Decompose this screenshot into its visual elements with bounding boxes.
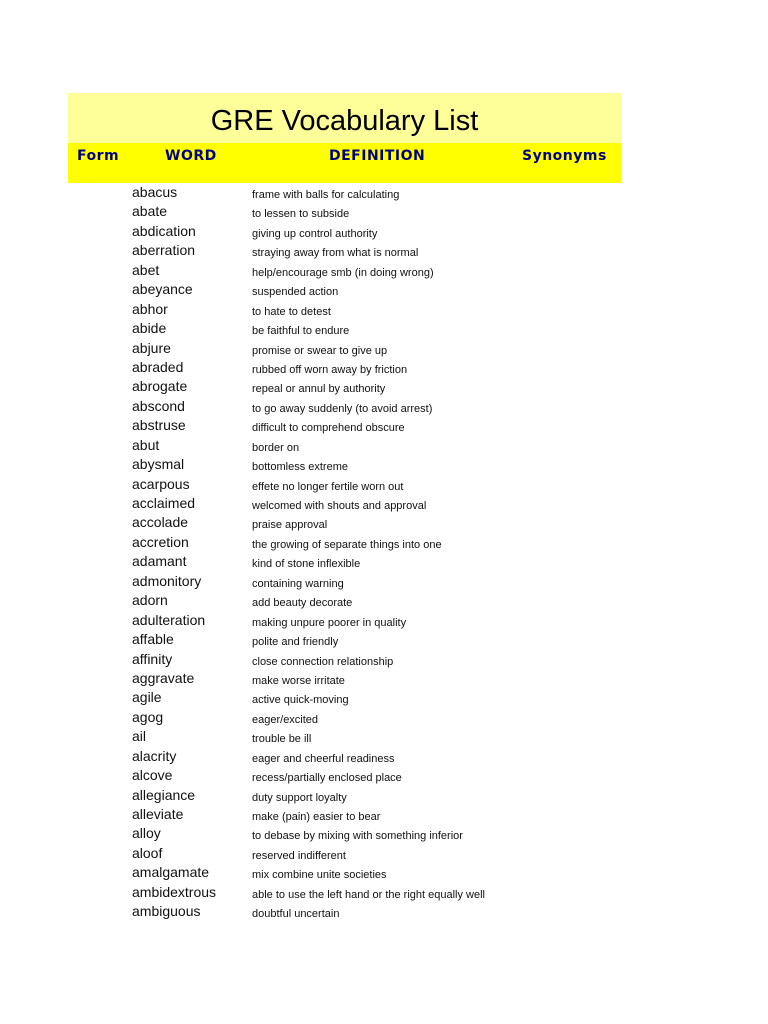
table-row <box>68 438 621 457</box>
word-cell: affable <box>132 631 174 648</box>
definition-cell: suspended action <box>252 286 339 299</box>
table-row <box>68 302 621 321</box>
word-cell: abeyance <box>132 281 193 298</box>
definition-cell: active quick-moving <box>252 694 349 707</box>
word-cell: abet <box>132 261 160 278</box>
word-cell: abhor <box>132 300 168 317</box>
word-cell: agog <box>132 708 164 725</box>
table-row <box>68 904 621 923</box>
column-header-row <box>68 143 621 183</box>
table-row <box>68 224 621 243</box>
table-row <box>68 885 621 904</box>
table-row <box>68 477 621 496</box>
word-cell: abjure <box>132 339 171 356</box>
definition-cell: add beauty decorate <box>252 597 353 610</box>
word-cell: abate <box>132 203 168 220</box>
table-row <box>68 496 621 515</box>
table-row <box>68 613 621 632</box>
word-cell: alleviate <box>132 806 184 822</box>
definition-cell: to lessen to subside <box>252 208 350 221</box>
definition-cell: to hate to detest <box>252 305 331 318</box>
definition-cell: the growing of separate things into one <box>252 538 442 551</box>
table-row <box>68 807 621 826</box>
definition-cell: effete no longer fertile worn out <box>252 480 404 493</box>
table-row <box>68 632 621 651</box>
word-cell: abraded <box>132 358 184 375</box>
definition-cell: help/encourage smb (in doing wrong) <box>252 266 434 279</box>
definition-cell: praise approval <box>252 519 328 532</box>
table-row <box>68 399 621 418</box>
table-row <box>68 418 621 437</box>
definition-cell: kind of stone inflexible <box>252 558 361 571</box>
word-cell: adorn <box>132 592 168 609</box>
word-cell: acarpous <box>132 475 190 492</box>
word-cell: abscond <box>132 397 185 414</box>
definition-cell: trouble be ill <box>252 733 312 746</box>
table-row <box>68 710 621 729</box>
definition-cell: recess/partially enclosed place <box>252 772 402 785</box>
word-cell: abut <box>132 436 160 453</box>
definition-cell: to debase by mixing with something inferior <box>252 830 463 843</box>
table-row <box>68 574 621 593</box>
table-row <box>68 554 621 573</box>
word-cell: allegiance <box>132 786 196 803</box>
word-cell: abdication <box>132 222 196 239</box>
word-cell: abide <box>132 320 167 337</box>
table-row <box>68 282 621 301</box>
table-row <box>68 379 621 398</box>
definition-cell: duty support loyalty <box>252 791 347 804</box>
word-cell: ambidextrous <box>132 883 217 900</box>
definition-cell: border on <box>252 441 300 454</box>
table-row <box>68 321 621 340</box>
word-cell: abacus <box>132 184 178 200</box>
word-cell: aggravate <box>132 669 195 686</box>
table-row <box>68 749 621 768</box>
column-header-definition: DEFINITION <box>329 148 426 164</box>
definition-cell: straying away from what is normal <box>252 247 419 260</box>
table-row <box>68 826 621 845</box>
table-row <box>68 671 621 690</box>
word-cell: abstruse <box>132 417 186 434</box>
definition-cell: make (pain) easier to bear <box>252 811 381 823</box>
definition-cell: frame with balls for calculating <box>252 189 400 201</box>
definition-cell: to go away suddenly (to avoid arrest) <box>252 402 433 415</box>
table-row <box>68 593 621 612</box>
table-row <box>68 768 621 787</box>
definition-cell: make worse irritate <box>252 674 345 687</box>
definition-cell: able to use the left hand or the right equally well <box>252 888 485 901</box>
definition-cell: reserved indifferent <box>252 849 346 862</box>
table-row <box>68 341 621 360</box>
word-cell: ambiguous <box>132 903 201 920</box>
definition-cell: containing warning <box>252 577 344 590</box>
definition-cell: giving up control authority <box>252 227 378 240</box>
word-cell: agile <box>132 689 162 706</box>
table-row <box>68 360 621 379</box>
definition-cell: difficult to comprehend obscure <box>252 422 405 435</box>
word-cell: alloy <box>132 825 161 842</box>
word-cell: accretion <box>132 533 189 550</box>
definition-cell: be faithful to endure <box>252 325 350 338</box>
definition-cell: eager/excited <box>252 713 319 726</box>
definition-cell: repeal or annul by authority <box>252 383 386 396</box>
table-row <box>68 457 621 476</box>
word-cell: amalgamate <box>132 864 210 881</box>
table-row <box>68 243 621 262</box>
word-cell: alacrity <box>132 747 177 764</box>
page-title: GRE Vocabulary List <box>210 105 479 137</box>
word-cell: adamant <box>132 553 187 570</box>
table-row <box>68 788 621 807</box>
definition-cell: doubtful uncertain <box>252 908 340 921</box>
table-row <box>68 729 621 748</box>
table-row <box>68 690 621 709</box>
definition-cell: welcomed with shouts and approval <box>252 500 427 512</box>
word-cell: alcove <box>132 767 173 784</box>
word-cell: abrogate <box>132 378 188 395</box>
table-row <box>68 846 621 865</box>
table-row <box>68 263 621 282</box>
table-row <box>68 515 621 534</box>
definition-cell: mix combine unite societies <box>252 869 387 882</box>
column-header-form: Form <box>77 148 120 164</box>
column-header-synonyms: Synonyms <box>522 148 607 164</box>
table-row <box>68 535 621 554</box>
definition-cell: polite and friendly <box>252 636 339 649</box>
word-cell: accolade <box>132 514 189 531</box>
word-cell: acclaimed <box>132 495 196 511</box>
definition-cell: eager and cheerful readiness <box>252 752 395 765</box>
word-cell: aberration <box>132 242 196 259</box>
table-row <box>68 204 621 223</box>
vocabulary-table-body <box>68 185 621 924</box>
definition-cell: bottomless extreme <box>252 461 348 474</box>
definition-cell: close connection relationship <box>252 655 394 668</box>
table-row <box>68 865 621 884</box>
word-cell: adulteration <box>132 611 206 628</box>
word-cell: admonitory <box>132 572 202 589</box>
title-band <box>68 93 621 143</box>
table-row <box>68 652 621 671</box>
word-cell: aloof <box>132 844 163 861</box>
word-cell: affinity <box>132 650 173 667</box>
column-header-word: WORD <box>165 148 217 164</box>
definition-cell: promise or swear to give up <box>252 344 388 357</box>
definition-cell: rubbed off worn away by friction <box>252 363 408 376</box>
vocabulary-sheet <box>68 93 621 921</box>
table-row <box>68 185 621 204</box>
definition-cell: making unpure poorer in quality <box>252 616 407 629</box>
word-cell: ail <box>132 728 147 745</box>
word-cell: abysmal <box>132 456 185 473</box>
